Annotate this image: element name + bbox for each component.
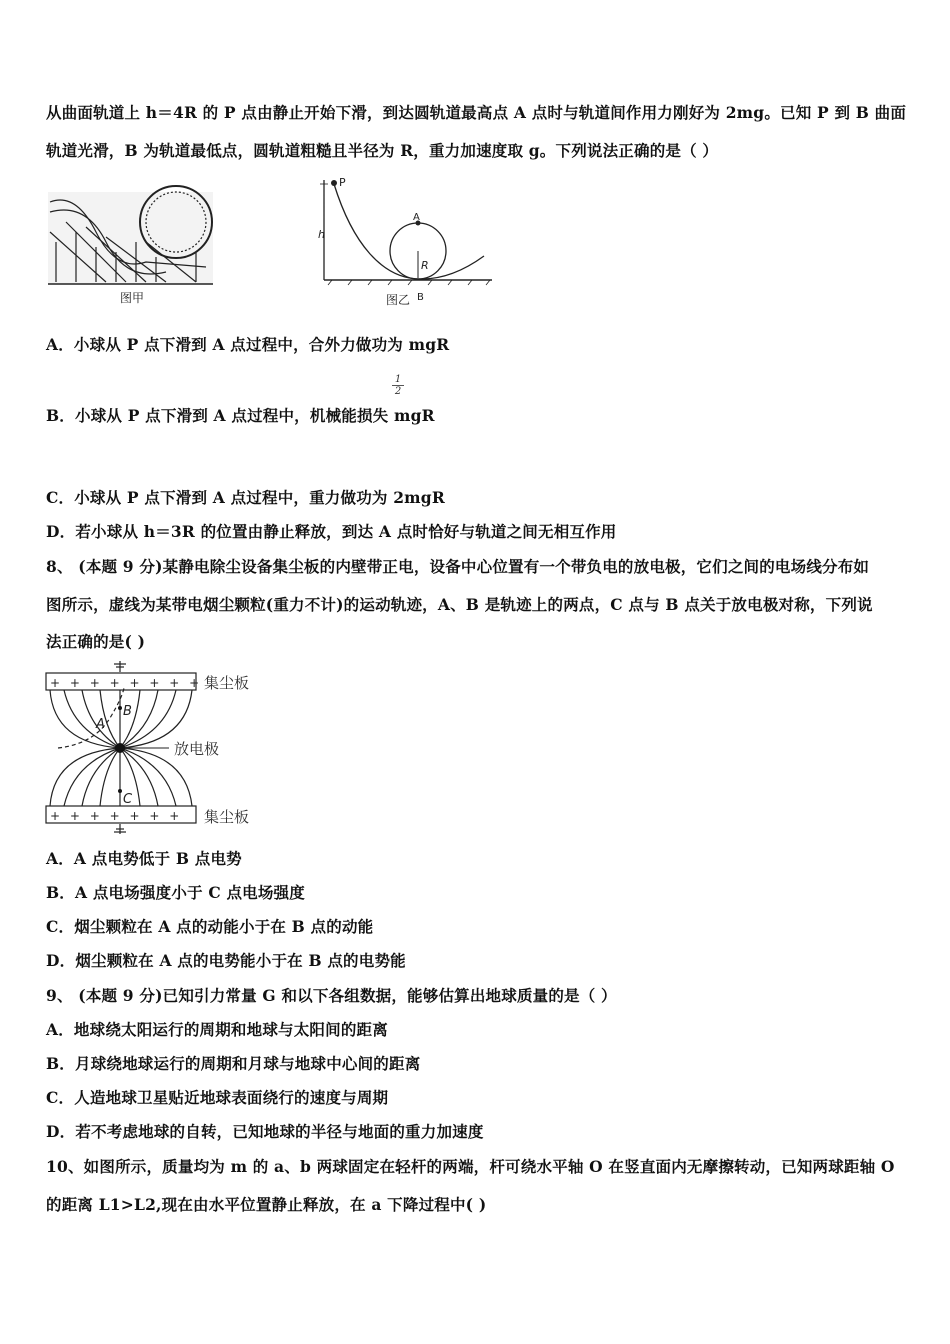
fig2-caption: 图乙 (385, 293, 411, 307)
q7-option-d: D．若小球从 h＝3R 的位置由静止释放，到达 A 点时恰好与轨道之间无相互作用 (46, 522, 617, 541)
q10-stem-line2: 的距离 L1>L2,现在由水平位置静止释放，在 a 下降过程中( ) (46, 1195, 487, 1214)
q9-stem: 9、 (本题 9 分)已知引力常量 G 和以下各组数据，能够估算出地球质量的是（ ） (46, 986, 617, 1005)
electrode-label: 放电极 (174, 740, 220, 758)
bottom-plate-charges: + + + + + + + (50, 809, 183, 823)
point-C-label: C (123, 792, 133, 807)
q8-option-a: A．A 点电势低于 B 点电势 (46, 849, 242, 868)
frac-den: 2 (392, 385, 404, 397)
label-B: B (417, 292, 424, 303)
q9-option-a: A．地球绕太阳运行的周期和地球与太阳间的距离 (46, 1020, 388, 1039)
q10-stem-line1: 10、如图所示，质量均为 m 的 a、b 两球固定在轻杆的两端，杆可绕水平轴 O 在竖直面内无摩擦转动，已知两球距轴 O (46, 1157, 895, 1176)
electrostatic-precipitator-diagram (44, 658, 274, 838)
q8-option-d: D．烟尘颗粒在 A 点的电势能小于在 B 点的电势能 (46, 951, 406, 970)
top-plate-label: 集尘板 (204, 674, 250, 692)
bottom-plate-label: 集尘板 (204, 808, 250, 826)
fraction-one-half (392, 374, 404, 397)
q7-stem-line2: 轨道光滑，B 为轨道最低点，圆轨道粗糙且半径为 R，重力加速度取 g。下列说法正确的是（ ） (46, 141, 719, 160)
label-P: P (339, 176, 346, 189)
q7-stem-line1: 从曲面轨道上 h＝4R 的 P 点由静止开始下滑，到达圆轨道最高点 A 点时与轨道间作用力刚好为 2mg。已知 P 到 B 曲面 (46, 103, 907, 122)
point-B-label: B (123, 704, 132, 719)
q9-option-b: B．月球绕地球运行的周期和月球与地球中心间的距离 (46, 1054, 421, 1073)
roller-coaster-photo (46, 172, 218, 312)
q9-option-d: D．若不考虑地球的自转，已知地球的半径与地面的重力加速度 (46, 1122, 484, 1141)
label-R: R (421, 259, 429, 272)
label-A: A (413, 212, 420, 223)
fig1-caption: 图甲 (119, 291, 145, 305)
label-h: h (318, 228, 325, 241)
q7-option-b: B．小球从 P 点下滑到 A 点过程中，机械能损失 mgR (46, 406, 435, 425)
q8-stem-line3: 法正确的是( ) (46, 632, 146, 651)
point-A-label: A (96, 717, 105, 732)
frac-num: 1 (394, 374, 402, 385)
q7-option-c: C．小球从 P 点下滑到 A 点过程中，重力做功为 2mgR (46, 488, 445, 507)
q8-option-b: B．A 点电场强度小于 C 点电场强度 (46, 883, 305, 902)
q7-option-a: A．小球从 P 点下滑到 A 点过程中，合外力做功为 mgR (46, 335, 450, 354)
top-plate-charges: + + + + + + + + (50, 676, 203, 690)
q9-option-c: C．人造地球卫星贴近地球表面绕行的速度与周期 (46, 1088, 389, 1107)
track-diagram (312, 172, 497, 312)
q8-option-c: C．烟尘颗粒在 A 点的动能小于在 B 点的动能 (46, 917, 374, 936)
q8-stem-line2: 图所示，虚线为某带电烟尘颗粒(重力不计)的运动轨迹，A、B 是轨迹上的两点，C 点与 B 点关于放电极对称，下列说 (46, 595, 873, 614)
q8-stem-line1: 8、 (本题 9 分)某静电除尘设备集尘板的内壁带正电，设备中心位置有一个带负电的放电极，它们之间的电场线分布如 (46, 557, 870, 576)
